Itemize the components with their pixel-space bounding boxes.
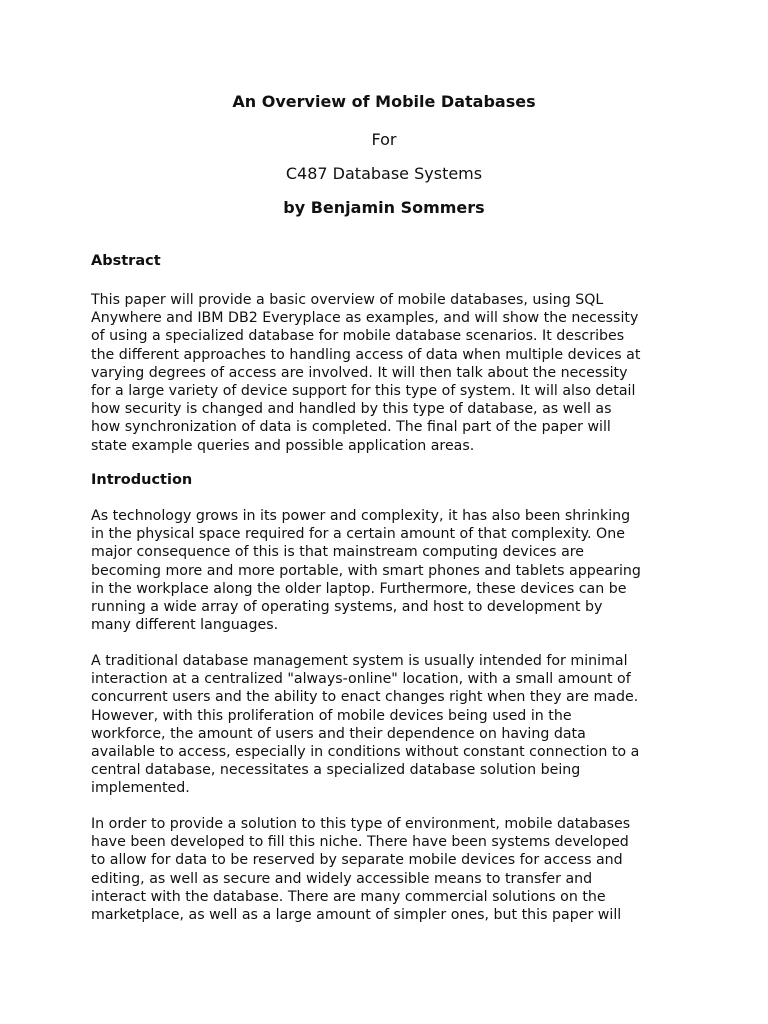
introduction-heading: Introduction (91, 472, 193, 488)
for-line: For (371, 130, 397, 149)
document-title: An Overview of Mobile Databases (232, 92, 536, 111)
abstract-heading: Abstract (91, 253, 161, 269)
course-line: C487 Database Systems (285, 164, 483, 183)
intro-paragraph-3: In order to provide a solution to this type of environment, mobile databases have been developed to fill this niche. There have been systems developed to allow for data to be reserved by separate mobile devices for access and editing, as well as secure and widely accessible means to transfer and interact with the database. There are many commercial solutions on the marketplace, as well as a large amount of simpler ones, but this paper will (91, 816, 631, 924)
intro-paragraph-1: As technology grows in its power and complexity, it has also been shrinking in the physical space required for a certain amount of that complexity. One major consequence of this is that mainstream computing devices are becoming more and more portable, with smart phones and tablets appearing in the workplace along the older laptop. Furthermore, these devices can be running a wide array of operating systems, and host to development by many different languages. (91, 508, 641, 634)
intro-paragraph-2: A traditional database management system is usually intended for minimal interaction at a centralized "always-online" location, with a small amount of concurrent users and the ability to enact changes right when they are made. However, with this proliferation of mobile devices being used in the workforce, the amount of users and their dependence on having data available to access, especially in conditions without constant connection to a central database, necessitates a specialized database solution being implemented. (91, 653, 640, 797)
abstract-paragraph: This paper will provide a basic overview of mobile databases, using SQL Anywhere and IBM DB2 Everyplace as examples, and will show the necessity of using a specialized database for mobile database scenarios. It describes the different approaches to handling access of data when multiple devices at varying degrees of access are involved. It will then talk about the necessity for a large variety of device support for this type of system. It will also detail how security is changed and handled by this type of database, as well as how synchronization of data is completed. The final part of the paper will state example queries and possible application areas. (91, 292, 641, 454)
author-line: by Benjamin Sommers (283, 198, 485, 217)
